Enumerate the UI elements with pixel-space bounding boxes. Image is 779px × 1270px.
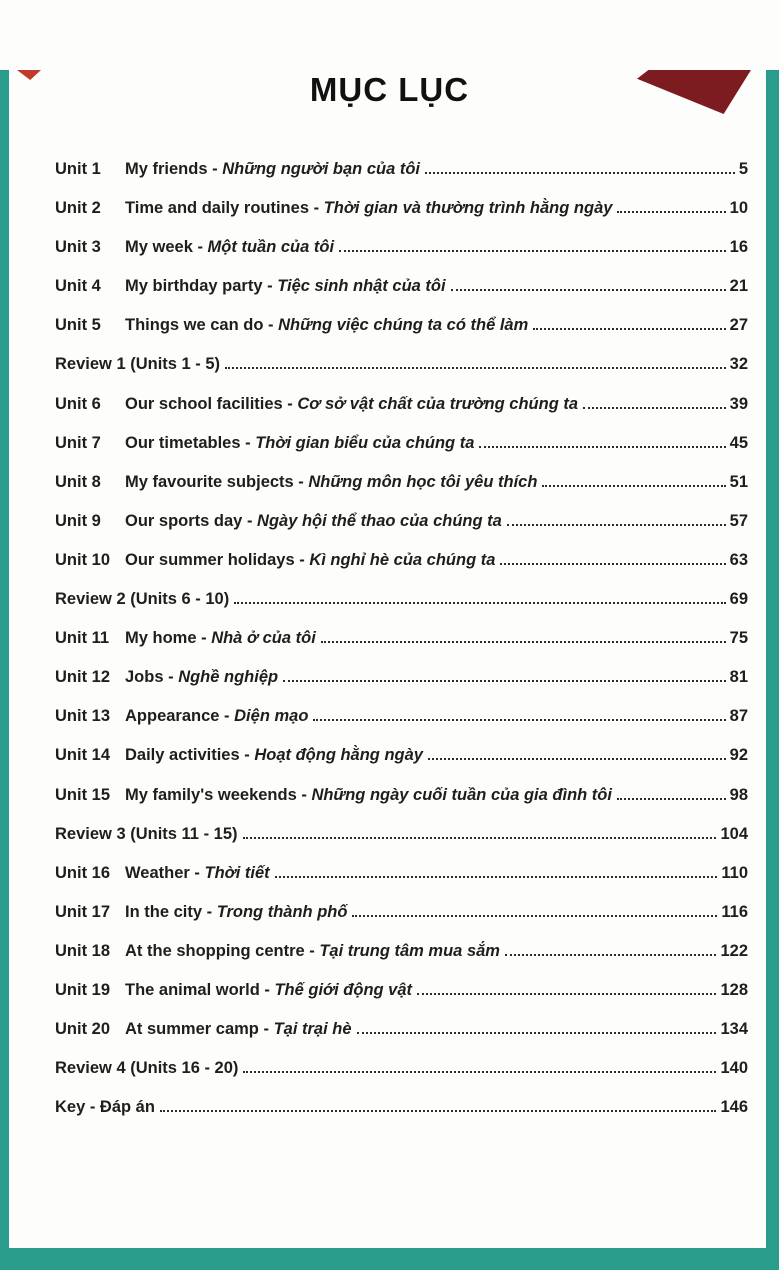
dot-leader bbox=[234, 602, 725, 604]
toc-entry-review bbox=[55, 355, 748, 394]
toc-entry-page: 75 bbox=[729, 629, 748, 648]
toc-entry-separator: - bbox=[259, 980, 275, 999]
toc-entry-page: 21 bbox=[729, 277, 748, 296]
toc-entry-label: Review 1 (Units 1 - 5) bbox=[55, 355, 221, 374]
toc-entry-title: At the shopping centre bbox=[125, 941, 305, 960]
page-title: MỤC LỤC bbox=[309, 71, 470, 108]
toc-entry-text bbox=[125, 942, 500, 961]
toc-entry-text bbox=[125, 473, 537, 492]
dot-leader bbox=[617, 211, 725, 213]
toc-entry-translation: Tại trại hè bbox=[273, 1020, 352, 1039]
toc-entry-translation: Nghề nghiệp bbox=[178, 668, 279, 687]
toc-entry-page: 116 bbox=[721, 902, 748, 921]
toc-entry-title: In the city bbox=[125, 902, 203, 921]
toc-entry-page: 45 bbox=[729, 433, 748, 452]
toc-entry-page: 27 bbox=[729, 316, 748, 335]
toc-entry-text bbox=[125, 629, 316, 648]
toc-entry-page: 128 bbox=[720, 980, 748, 999]
toc-entry-title: My friends bbox=[125, 160, 208, 178]
toc-entry-translation: Diện mạo bbox=[234, 707, 309, 726]
toc-entry-page: 110 bbox=[721, 863, 748, 882]
toc-entry-unit bbox=[55, 746, 748, 785]
toc-entry-text bbox=[125, 1020, 352, 1039]
toc-entry-translation: Thế giới động vật bbox=[274, 980, 413, 999]
toc-entry-text bbox=[125, 668, 278, 687]
toc-entry-title: At summer camp bbox=[125, 1020, 259, 1039]
toc-entry-separator: - bbox=[242, 511, 258, 530]
toc-entry-translation: Trong thành phố bbox=[216, 902, 348, 921]
toc-entry-label: Unit 7 bbox=[55, 433, 101, 452]
dot-leader bbox=[417, 993, 716, 995]
dot-leader bbox=[507, 524, 726, 526]
toc-entry-unit bbox=[55, 434, 748, 473]
toc-entry-unit bbox=[55, 903, 748, 942]
toc-entry-separator: - bbox=[207, 160, 223, 178]
toc-entry-separator: - bbox=[296, 785, 312, 804]
toc-entry-review bbox=[55, 590, 748, 629]
toc-entry-unit bbox=[55, 1020, 748, 1059]
toc-entry-text bbox=[125, 316, 528, 335]
dot-leader bbox=[275, 876, 718, 878]
toc-entry-label: Review 4 (Units 16 - 20) bbox=[55, 1059, 239, 1078]
toc-entry-separator: - bbox=[294, 550, 310, 569]
toc-entry-label: Unit 5 bbox=[55, 316, 101, 335]
toc-entry-unit bbox=[55, 668, 748, 707]
toc-entry-page: 98 bbox=[729, 785, 748, 804]
toc-entry-label: Unit 1 bbox=[55, 160, 101, 178]
toc-entry-separator: - bbox=[192, 238, 208, 257]
toc-entry-label: Unit 17 bbox=[55, 902, 111, 921]
dot-leader bbox=[428, 758, 726, 760]
toc-entry-page: 92 bbox=[729, 746, 748, 765]
toc-entry-translation: Thời gian biểu của chúng ta bbox=[255, 433, 475, 452]
dot-leader bbox=[505, 954, 717, 956]
toc-entry-label: Unit 11 bbox=[55, 629, 110, 648]
toc-entry-label: Unit 13 bbox=[55, 707, 111, 726]
toc-entry-separator: - bbox=[309, 199, 324, 218]
dot-leader bbox=[339, 250, 726, 252]
toc-entry-text bbox=[125, 277, 446, 296]
toc-entry-label: Review 2 (Units 6 - 10) bbox=[55, 590, 230, 609]
toc-entry-unit bbox=[55, 199, 748, 238]
toc-entry-title: Our summer holidays bbox=[125, 550, 295, 569]
toc-entry-page: 39 bbox=[729, 394, 748, 413]
dot-leader bbox=[583, 407, 726, 409]
toc-entry-title: Our sports day bbox=[125, 511, 243, 530]
toc-entry-page: 51 bbox=[729, 472, 748, 491]
toc-entry-text bbox=[125, 199, 612, 218]
book-edge-right bbox=[766, 70, 779, 1270]
dot-leader bbox=[542, 485, 725, 487]
dot-leader bbox=[451, 289, 726, 291]
toc-entry-separator: - bbox=[219, 707, 235, 726]
dot-leader bbox=[500, 563, 725, 565]
toc-entry-label: Unit 3 bbox=[55, 238, 101, 257]
toc-entry-separator: - bbox=[196, 629, 212, 648]
toc-entry-unit bbox=[55, 629, 748, 668]
toc-entry-title: My home bbox=[125, 629, 197, 648]
toc-entry-page: 5 bbox=[738, 160, 748, 178]
toc-entry-page: 81 bbox=[729, 668, 748, 687]
toc-entry-page: 57 bbox=[729, 511, 748, 530]
toc-entry-translation: Cơ sở vật chất của trường chúng ta bbox=[297, 394, 579, 413]
toc-entry-label: Unit 14 bbox=[55, 746, 111, 765]
toc-entry-unit bbox=[55, 707, 748, 746]
toc-entry-label: Unit 16 bbox=[55, 863, 111, 882]
toc-entry-unit bbox=[55, 316, 748, 355]
dot-leader bbox=[533, 328, 725, 330]
dot-leader bbox=[160, 1110, 717, 1112]
toc-entry-text bbox=[125, 551, 495, 570]
toc-entry-unit bbox=[55, 786, 748, 825]
toc-entry-title: Things we can do bbox=[125, 316, 264, 335]
toc-entry-separator: - bbox=[240, 433, 256, 452]
toc-entry-text bbox=[125, 238, 334, 257]
toc-entry-title: Our timetables bbox=[125, 433, 241, 452]
toc-entry-title: Time and daily routines bbox=[125, 199, 309, 218]
toc-entry-page: 122 bbox=[720, 941, 748, 960]
toc-entry-unit bbox=[55, 512, 748, 551]
toc-entry-page: 10 bbox=[729, 199, 748, 218]
book-edge-bottom bbox=[0, 1248, 779, 1270]
dot-leader bbox=[425, 172, 735, 174]
toc-entry-label: Unit 15 bbox=[55, 785, 111, 804]
toc-entry-separator: - bbox=[304, 941, 320, 960]
toc-entry-text bbox=[125, 512, 502, 531]
toc-entry-translation: Kì nghỉ hè của chúng ta bbox=[309, 550, 496, 569]
toc-entry-title: The animal world bbox=[125, 980, 260, 999]
toc-entry-title: Our school facilities bbox=[125, 394, 283, 413]
toc-entry-unit bbox=[55, 238, 748, 277]
toc-entry-text bbox=[125, 903, 347, 922]
toc-entry-label: Unit 8 bbox=[55, 472, 101, 491]
toc-entry-review bbox=[55, 825, 748, 864]
toc-entry-page: 146 bbox=[720, 1098, 748, 1117]
toc-entry-text bbox=[125, 160, 420, 179]
toc-entry-text bbox=[125, 786, 612, 805]
dot-leader bbox=[243, 1071, 716, 1073]
toc-entry-unit bbox=[55, 160, 748, 199]
toc-entry-separator: - bbox=[262, 277, 278, 296]
toc-entry-page: 104 bbox=[720, 824, 748, 843]
toc-entry-translation: Những môn học tôi yêu thích bbox=[308, 472, 538, 491]
dot-leader bbox=[243, 837, 717, 839]
dot-leader bbox=[225, 367, 726, 369]
toc-entry-separator: - bbox=[293, 472, 309, 491]
toc-entry-text bbox=[125, 981, 412, 1000]
toc-entry-title: My birthday party bbox=[125, 277, 263, 296]
dot-leader bbox=[283, 680, 726, 682]
toc-entry-separator: - bbox=[282, 394, 298, 413]
toc-entry-separator: - bbox=[263, 316, 279, 335]
toc-entry-separator: - bbox=[163, 668, 179, 687]
dot-leader bbox=[352, 915, 717, 917]
toc-entry-page: 32 bbox=[729, 355, 748, 374]
toc-entry-unit bbox=[55, 395, 748, 434]
toc-entry-page: 134 bbox=[720, 1020, 748, 1039]
toc-entry-label: Unit 6 bbox=[55, 394, 101, 413]
toc-entry-unit bbox=[55, 981, 748, 1020]
toc-entry-page: 16 bbox=[729, 238, 748, 257]
toc-entry-translation: Thời tiết bbox=[204, 863, 270, 882]
toc-entry-title: Jobs bbox=[125, 668, 164, 687]
toc-entry-label: Unit 2 bbox=[55, 199, 101, 218]
toc-entry-label: Unit 9 bbox=[55, 511, 101, 530]
book-edge-left bbox=[0, 70, 9, 1270]
dot-leader bbox=[617, 798, 726, 800]
dot-leader bbox=[321, 641, 726, 643]
toc-entry-title: My favourite subjects bbox=[125, 472, 294, 491]
toc-entry-translation: Những ngày cuối tuần của gia đình tôi bbox=[311, 785, 612, 804]
dot-leader bbox=[313, 719, 725, 721]
toc-entry-unit bbox=[55, 864, 748, 903]
toc-entry-label: Review 3 (Units 11 - 15) bbox=[55, 824, 238, 843]
toc-entry-title: Appearance bbox=[125, 707, 220, 726]
toc-entry-translation: Tiệc sinh nhật của tôi bbox=[277, 277, 446, 296]
toc-entry-translation: Hoạt động hằng ngày bbox=[254, 746, 423, 765]
toc-entry-separator: - bbox=[258, 1020, 274, 1039]
toc-entry-unit bbox=[55, 277, 748, 316]
toc-entry-translation: Tại trung tâm mua sắm bbox=[319, 941, 500, 960]
toc-entry-page: 63 bbox=[729, 550, 748, 569]
toc-entry-unit bbox=[55, 551, 748, 590]
toc-entry-label: Unit 18 bbox=[55, 941, 111, 960]
toc-entry-page: 69 bbox=[729, 590, 748, 609]
toc-entry-translation: Nhà ở của tôi bbox=[211, 629, 316, 648]
toc-entry-unit bbox=[55, 473, 748, 512]
dot-leader bbox=[479, 446, 725, 448]
toc-entry-separator: - bbox=[202, 902, 217, 921]
toc-entry-label: Key - Đáp án bbox=[55, 1098, 155, 1117]
toc-entry-review bbox=[55, 1059, 748, 1098]
toc-entry-title: Weather bbox=[125, 863, 190, 882]
toc-entry-text bbox=[125, 746, 423, 765]
toc-entry-text bbox=[125, 434, 474, 453]
toc-entry-text bbox=[125, 864, 270, 883]
toc-entry-translation: Thời gian và thường trình hằng ngày bbox=[323, 199, 613, 218]
toc-entry-unit bbox=[55, 942, 748, 981]
toc-entry-translation: Ngày hội thể thao của chúng ta bbox=[257, 511, 502, 530]
toc-entry-title: My family's weekends bbox=[125, 785, 297, 804]
toc-entry-label: Unit 10 bbox=[55, 550, 111, 569]
toc-entry-key bbox=[55, 1098, 748, 1137]
toc-list bbox=[0, 160, 779, 1137]
toc-entry-text bbox=[125, 395, 578, 414]
toc-entry-page: 140 bbox=[720, 1059, 748, 1078]
toc-entry-translation: Một tuần của tôi bbox=[207, 238, 335, 257]
toc-entry-label: Unit 4 bbox=[55, 277, 101, 296]
toc-entry-label: Unit 20 bbox=[55, 1020, 111, 1039]
toc-entry-label: Unit 19 bbox=[55, 980, 111, 999]
toc-entry-separator: - bbox=[239, 746, 255, 765]
toc-entry-title: Daily activities bbox=[125, 746, 240, 765]
toc-entry-title: My week bbox=[125, 238, 193, 257]
toc-entry-separator: - bbox=[189, 863, 205, 882]
toc-entry-label: Unit 12 bbox=[55, 668, 111, 687]
toc-entry-translation: Những người bạn của tôi bbox=[222, 160, 420, 178]
toc-entry-text bbox=[125, 707, 308, 726]
toc-entry-translation: Những việc chúng ta có thể làm bbox=[278, 316, 529, 335]
toc-entry-page: 87 bbox=[729, 707, 748, 726]
dot-leader bbox=[357, 1032, 717, 1034]
